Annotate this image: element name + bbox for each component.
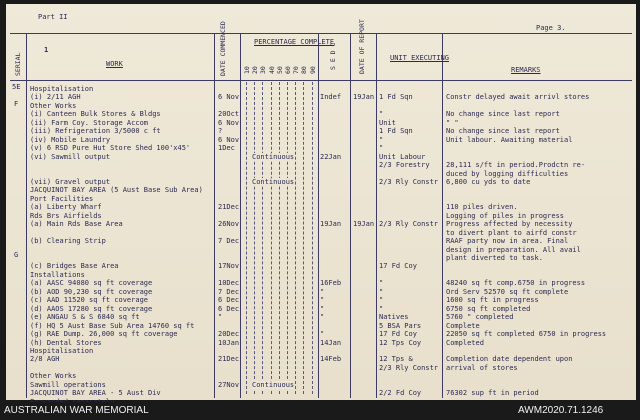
remarks-cell: Progress affected by necessity bbox=[446, 220, 573, 229]
date-commenced-cell: 6 Dec bbox=[218, 304, 240, 313]
column-divider bbox=[240, 33, 241, 398]
sedc-cell: " bbox=[320, 330, 325, 339]
work-cell: (v) 6 RSD Pure Hut Store Shed 100'x45' bbox=[30, 144, 191, 153]
work-cell: Port Facilities bbox=[30, 194, 94, 203]
percentage-tick-label: 40 bbox=[267, 66, 276, 74]
column-divider bbox=[376, 33, 377, 398]
remarks-cell: Constr delayed await arrivl stores bbox=[446, 93, 590, 102]
work-cell: (a) AASC 94080 sq ft coverage bbox=[30, 279, 153, 288]
work-cell: Other Works bbox=[30, 101, 77, 110]
percentage-tick-label: 10 bbox=[243, 66, 251, 74]
remarks-cell: Completed bbox=[446, 338, 484, 347]
work-cell: (d) AAOS 17280 sq ft coverage bbox=[30, 304, 153, 313]
work-cell: Hospitalisation bbox=[30, 85, 94, 93]
percentage-tick-label: 90 bbox=[308, 66, 317, 74]
column-divider bbox=[214, 33, 215, 398]
unit-executing-cell: " bbox=[379, 287, 384, 296]
serial-heading: SERIAL bbox=[14, 52, 22, 76]
unit-executing-cell: 5 BSA Pars bbox=[379, 321, 422, 330]
work-cell: (iii) Refrigeration 3/5000 c ft bbox=[30, 127, 161, 136]
work-cell: (i) 2/11 AGH bbox=[30, 93, 81, 102]
date-commenced-cell: 7 Dec bbox=[218, 237, 240, 246]
sedc-cell: " bbox=[320, 296, 325, 305]
remarks-cell: 48240 sq ft comp.6750 in progress bbox=[446, 279, 586, 288]
date-commenced-cell: 21Dec bbox=[218, 355, 240, 364]
page-number: Page 3. bbox=[536, 24, 566, 32]
remarks-cell: Complete bbox=[446, 321, 480, 330]
unit-executing-heading: UNIT EXECUTING bbox=[390, 54, 450, 62]
remarks-cell: Ord Serv 52570 sq ft complete bbox=[446, 287, 569, 296]
work-cell: (e) ANGAU S & S 6840 sq ft bbox=[30, 313, 140, 322]
unit-executing-cell: 17 Fd Coy bbox=[379, 262, 417, 271]
archive-reference: AWM2020.71.1246 bbox=[518, 405, 604, 416]
unit-executing-cell: 2/3 Rly Constr bbox=[379, 363, 439, 372]
remarks-cell: Completion date dependent upon bbox=[446, 355, 573, 364]
percentage-heading: PERCENTAGE COMPLETE bbox=[254, 38, 335, 46]
date-commenced-cell: 27Nov bbox=[218, 380, 240, 389]
sedc-cell: 14Feb bbox=[320, 355, 342, 364]
date-commenced-cell: 1Dec bbox=[218, 144, 235, 153]
percentage-guide-line bbox=[246, 82, 247, 394]
percentage-tick-label: 80 bbox=[300, 66, 309, 74]
work-cell: (c) Bridges Base Area bbox=[30, 262, 119, 271]
column-divider bbox=[318, 33, 319, 398]
sedc-cell: 19Jan bbox=[320, 220, 342, 229]
remarks-cell: " " bbox=[446, 118, 459, 127]
remarks-cell: No change since last report bbox=[446, 127, 560, 136]
work-cell: (iv) Mobile Laundry bbox=[30, 135, 111, 144]
date-commenced-cell: 10Jan bbox=[218, 338, 240, 347]
work-cell: (f) HQ 5 Aust Base Sub Area 14760 sq ft bbox=[30, 321, 195, 330]
sedc-cell: " bbox=[320, 304, 325, 313]
percentage-guide-line bbox=[279, 82, 280, 394]
percentage-guide-line bbox=[271, 82, 272, 394]
remarks-cell: 22050 sq ft completed 6750 in progress bbox=[446, 330, 607, 339]
date-commenced-cell: ? bbox=[218, 127, 223, 136]
unit-executing-cell: Natives bbox=[379, 313, 409, 322]
unit-executing-cell: " bbox=[379, 279, 384, 288]
percentage-note: Continuous bbox=[252, 380, 295, 389]
percentage-tick-label: 30 bbox=[259, 66, 268, 74]
date-commenced-cell: 10Dec bbox=[218, 279, 240, 288]
remarks-cell: 28,111 s/ft in period.Prodctn re- bbox=[446, 161, 586, 170]
unit-executing-cell: 2/2 Fd Coy bbox=[379, 389, 422, 398]
handwritten-mark: 1 bbox=[44, 46, 49, 54]
work-cell: (g) RAE Dump. 26,000 sq ft coverage bbox=[30, 330, 178, 339]
remarks-heading: REMARKS bbox=[511, 66, 541, 74]
work-heading: WORK bbox=[106, 60, 123, 68]
sedc-cell: 22Jan bbox=[320, 152, 342, 161]
remarks-cell: Unit labour. Awaiting material bbox=[446, 135, 573, 144]
unit-executing-cell: " bbox=[379, 144, 384, 153]
work-cell: JACQUINOT BAY AREA - 5 Aust Div bbox=[30, 389, 161, 398]
date-commenced-cell: 26Nov bbox=[218, 220, 240, 229]
serial-letter: F bbox=[14, 100, 19, 108]
work-cell: (i) Canteen Bulk Stores & Bldgs bbox=[30, 110, 161, 119]
remarks-cell: plant diverted to task. bbox=[446, 254, 543, 262]
percentage-guide-line bbox=[254, 82, 255, 394]
serial-letter: G bbox=[14, 251, 19, 259]
serial-letter: 5E bbox=[12, 83, 21, 91]
date-commenced-cell: 6 Nov bbox=[218, 93, 240, 102]
remarks-cell: 110 piles driven. bbox=[446, 203, 518, 212]
work-cell: JACQUINOT BAY AREA (5 Aust Base Sub Area) bbox=[30, 186, 203, 195]
percentage-tick-label: 20 bbox=[251, 66, 260, 74]
unit-executing-cell: " bbox=[379, 110, 384, 119]
work-cell: (a) Liberty Wharf bbox=[30, 203, 102, 212]
date-of-report-cell: 19Jan bbox=[353, 93, 375, 102]
work-cell: Rds Brs Airfields bbox=[30, 211, 102, 220]
unit-executing-cell: 1 Fd Sqn bbox=[379, 127, 413, 136]
unit-executing-cell: 2/3 Forestry bbox=[379, 161, 430, 170]
document-page bbox=[6, 4, 636, 400]
percentage-guide-line bbox=[295, 82, 296, 394]
column-divider bbox=[442, 33, 443, 398]
remarks-cell: arrival of stores bbox=[446, 363, 518, 372]
date-commenced-cell: 20Oct bbox=[218, 110, 240, 119]
work-cell: Installations bbox=[30, 270, 85, 279]
column-divider bbox=[26, 33, 27, 398]
work-cell: (a) Main Rds Base Area bbox=[30, 220, 123, 229]
remarks-cell: No change since last report bbox=[446, 110, 560, 119]
date-of-report-cell: 19Jan bbox=[353, 220, 375, 229]
percentage-tick-label: 50 bbox=[275, 66, 284, 74]
work-cell: (vi) Sawmill output bbox=[30, 152, 111, 161]
work-cell: (ii) Farm Coy. Storage Accom bbox=[30, 118, 149, 127]
unit-executing-cell: " bbox=[379, 135, 384, 144]
work-cell: (h) Dental Stores bbox=[30, 338, 102, 347]
sedc-cell: 16Feb bbox=[320, 279, 342, 288]
date-commenced-cell: 6 Nov bbox=[218, 118, 240, 127]
unit-executing-cell: " bbox=[379, 304, 384, 313]
percentage-guide-line bbox=[287, 82, 288, 394]
unit-executing-cell: Unit bbox=[379, 118, 396, 127]
remarks-cell: 76302 sup ft in period bbox=[446, 389, 539, 398]
remarks-cell: design in preparation. All avail bbox=[446, 245, 581, 254]
unit-executing-cell: 12 Tps & bbox=[379, 355, 413, 364]
work-cell: Other Works bbox=[30, 372, 77, 381]
unit-executing-cell: Unit Labour bbox=[379, 152, 426, 161]
date-commenced-cell: 6 Dec bbox=[218, 296, 240, 305]
date-commenced-cell: 17Nov bbox=[218, 262, 240, 271]
date-commenced-cell: 21Dec bbox=[218, 203, 240, 212]
unit-executing-cell: 17 Fd Coy bbox=[379, 330, 417, 339]
sedc-cell: 14Jan bbox=[320, 338, 342, 347]
date-of-report-heading: DATE OF REPORT bbox=[358, 19, 366, 74]
unit-executing-cell: " bbox=[379, 296, 384, 305]
remarks-cell: 1600 sq ft in progress bbox=[446, 296, 539, 305]
remarks-cell: RAAF party now in area. Final bbox=[446, 237, 569, 246]
percentage-guide-line bbox=[262, 82, 263, 394]
unit-executing-cell: 2/3 Rly Constr bbox=[379, 177, 439, 186]
work-cell: (b) AOD 90,230 sq ft coverage bbox=[30, 287, 153, 296]
column-divider bbox=[350, 33, 351, 398]
percentage-tick-label: 70 bbox=[292, 66, 301, 74]
unit-executing-cell: 12 Tps Coy bbox=[379, 338, 422, 347]
remarks-cell: duced by logging difficulties bbox=[446, 169, 569, 178]
sedc-cell: Indef bbox=[320, 93, 342, 102]
work-cell: 2/8 AGH bbox=[30, 355, 60, 364]
percentage-guide-line bbox=[312, 82, 313, 394]
percentage-tick-label: 60 bbox=[284, 66, 292, 74]
work-cell: Sawmill operations bbox=[30, 380, 106, 389]
unit-executing-cell: 2/3 Rly Constr bbox=[379, 220, 439, 229]
date-commenced-cell: 6 Nov bbox=[218, 135, 240, 144]
unit-executing-cell: 1 Fd Sqn bbox=[379, 93, 413, 102]
date-commenced-cell: " bbox=[218, 313, 223, 322]
sedc-cell: " bbox=[320, 313, 325, 322]
work-cell: (b) Clearing Strip bbox=[30, 237, 106, 246]
remarks-cell: 6750 sq ft completed bbox=[446, 304, 531, 313]
archive-footer bbox=[0, 402, 640, 420]
remarks-cell: Logging of piles in progress bbox=[446, 211, 565, 220]
date-commenced-cell: 7 Dec bbox=[218, 287, 240, 296]
date-commenced-heading: DATE COMMENCED bbox=[219, 21, 227, 76]
percentage-note: Continuous bbox=[252, 177, 295, 186]
work-cell: (vii) Gravel output bbox=[30, 177, 111, 186]
work-cell: Hospitalisation bbox=[30, 346, 94, 355]
sedc-cell: " bbox=[320, 287, 325, 296]
sedc-heading: S E D C bbox=[329, 42, 337, 70]
header-top-rule bbox=[10, 33, 632, 34]
percentage-guide-line bbox=[303, 82, 304, 394]
remarks-cell: to divert plant to airfd constr bbox=[446, 228, 577, 237]
date-commenced-cell: 20Dec bbox=[218, 330, 240, 339]
work-cell: (c) AAD 11520 sq ft coverage bbox=[30, 296, 149, 305]
archive-name: AUSTRALIAN WAR MEMORIAL bbox=[4, 405, 149, 416]
percentage-note: Continuous bbox=[252, 152, 295, 161]
header-bottom-rule bbox=[10, 80, 632, 81]
remarks-cell: 5760 " completed bbox=[446, 313, 514, 322]
remarks-cell: 6,800 cu yds to date bbox=[446, 177, 531, 186]
part-label: Part II bbox=[38, 13, 68, 21]
